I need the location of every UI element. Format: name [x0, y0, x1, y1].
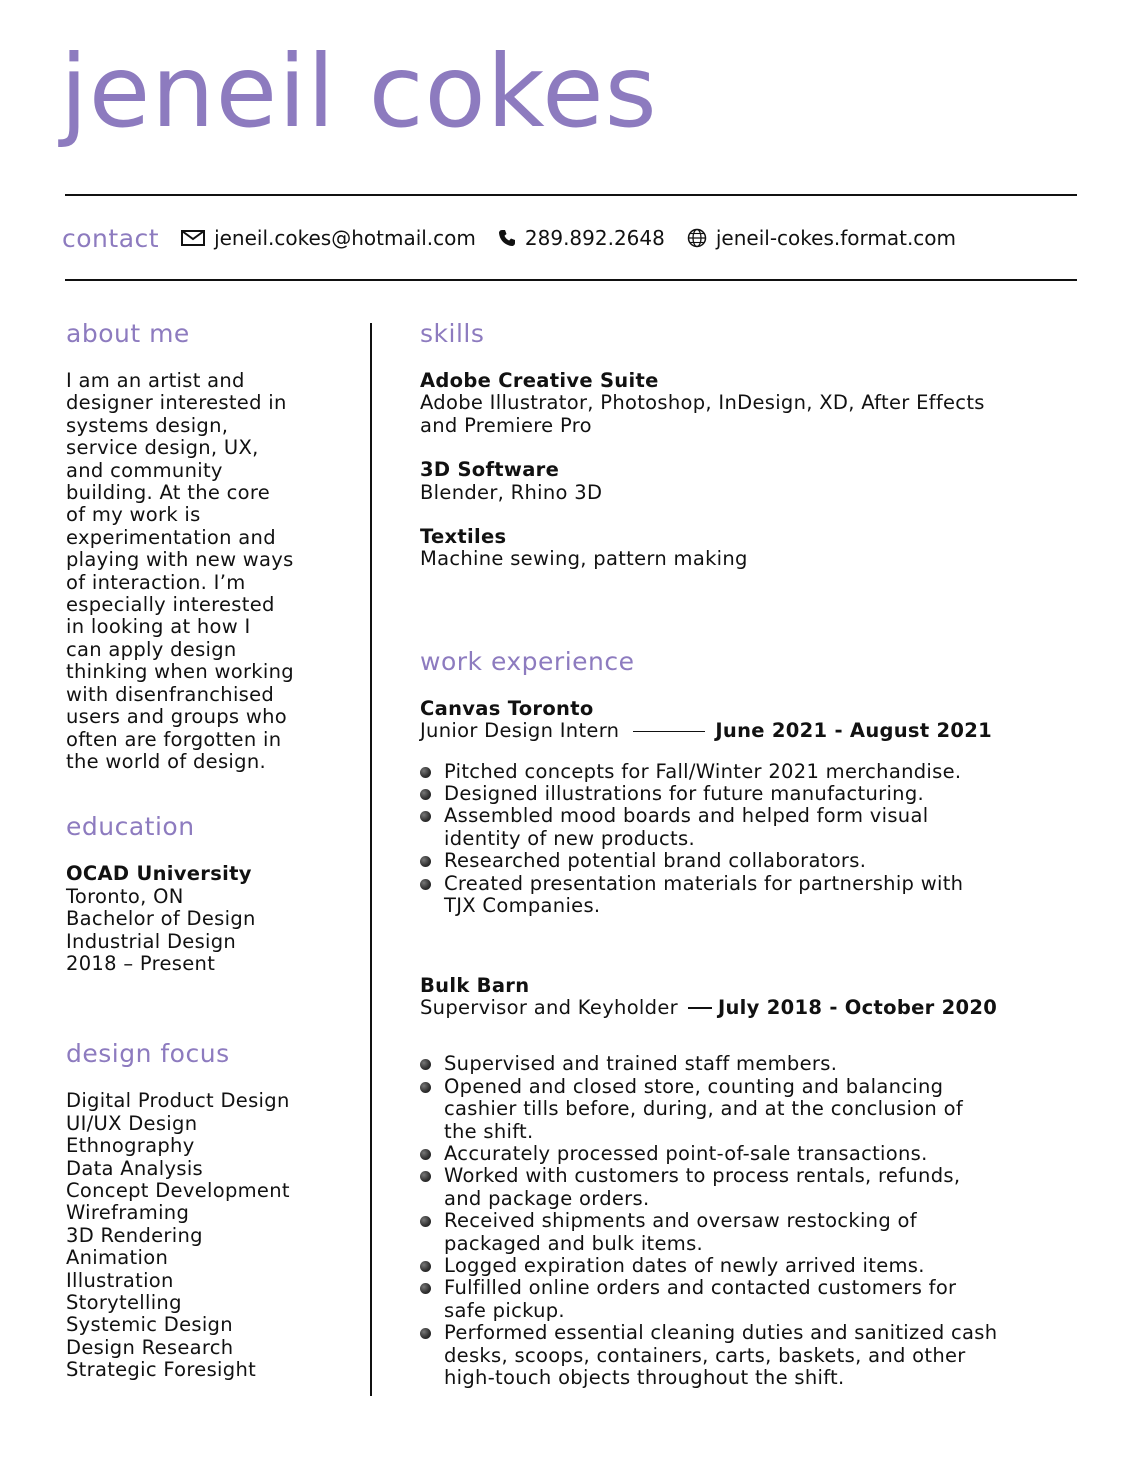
job-bullets	[420, 1053, 1085, 1389]
job-role-line	[420, 997, 1085, 1019]
focus-item: Data Analysis	[66, 1156, 204, 1180]
job-bullet	[420, 1210, 1085, 1255]
bullet-dot	[420, 1261, 431, 1272]
focus-item: Design Research	[66, 1335, 234, 1359]
education-years: 2018 – Present	[66, 951, 216, 975]
phone-text: 289.892.2648	[524, 226, 665, 250]
job-dates: July 2018 - October 2020	[717, 995, 998, 1019]
job-bullet	[420, 850, 1085, 872]
bullet-line: Created presentation materials for partnership with	[444, 871, 964, 895]
contact-email[interactable]	[181, 226, 476, 250]
about-line: service design, UX,	[66, 436, 259, 460]
website-text: jeneil-cokes.format.com	[715, 226, 957, 250]
bullet-dot	[420, 1082, 431, 1093]
job-dates: June 2021 - August 2021	[715, 719, 993, 743]
job-company: Bulk Barn	[420, 973, 530, 997]
work-heading: work experience	[420, 646, 635, 676]
job-bullet	[420, 805, 1085, 850]
bullet-dot	[420, 856, 431, 867]
focus-item: Illustration	[66, 1268, 174, 1292]
about-line: especially interested	[66, 593, 275, 617]
job-role-line	[420, 720, 1085, 742]
bullet-dot	[420, 767, 431, 778]
job-bullet	[420, 1053, 1085, 1075]
skill-group-title: 3D Software	[420, 458, 560, 482]
job-entry	[420, 698, 1085, 918]
degree: Bachelor of Design	[66, 907, 256, 931]
bullet-line: Opened and closed store, counting and balancing	[444, 1074, 944, 1098]
about-section	[66, 318, 356, 773]
focus-item: Storytelling	[66, 1291, 182, 1314]
about-line: often are forgotten in	[66, 727, 282, 751]
design-focus-list	[66, 1090, 356, 1381]
bullet-line: high-touch objects throughout the shift.	[444, 1366, 845, 1389]
education-details	[66, 863, 356, 975]
about-heading: about me	[66, 319, 190, 348]
focus-item: 3D Rendering	[66, 1223, 203, 1247]
header-divider-top	[65, 194, 1077, 196]
bullet-dot	[420, 811, 431, 822]
bullet-line: and package orders.	[444, 1186, 650, 1210]
about-line: playing with new ways	[66, 548, 294, 572]
contact-phone[interactable]	[498, 226, 665, 250]
bullet-line: desks, scoops, containers, carts, baskets, and other	[444, 1343, 966, 1367]
bullet-line: Logged expiration dates of newly arrived items.	[444, 1253, 925, 1277]
bullet-line: TJX Companies.	[444, 894, 601, 918]
job-company: Canvas Toronto	[420, 696, 594, 720]
job-bullet	[420, 761, 1085, 783]
about-line: and community	[66, 458, 223, 482]
bullet-dot	[420, 789, 431, 800]
job-bullet	[420, 1143, 1085, 1165]
skill-group-line: Adobe Illustrator, Photoshop, InDesign, XD, After Effects	[420, 391, 985, 415]
job-bullet	[420, 1322, 1085, 1389]
about-line: the world of design.	[66, 749, 266, 773]
skill-group-title: Adobe Creative Suite	[420, 369, 659, 392]
focus-item: Concept Development	[66, 1178, 290, 1202]
design-focus-heading: design focus	[66, 1039, 230, 1069]
school-name: OCAD University	[66, 862, 252, 886]
bullet-dot	[420, 1059, 431, 1070]
focus-item: Ethnography	[66, 1134, 195, 1158]
bullet-line: Performed essential cleaning duties and sanitized cash	[444, 1321, 998, 1345]
about-line: with disenfranchised	[66, 682, 275, 706]
bullet-line: Worked with customers to process rentals, refunds,	[444, 1164, 961, 1188]
bullet-dot	[420, 1149, 431, 1160]
skill-group-line: and Premiere Pro	[420, 413, 592, 437]
skill-group	[420, 459, 1085, 504]
focus-item: Systemic Design	[66, 1313, 233, 1337]
about-text	[66, 370, 341, 773]
phone-icon	[498, 229, 516, 247]
about-line: can apply design	[66, 637, 237, 661]
about-line: of my work is	[66, 503, 201, 527]
bullet-line: Received shipments and oversaw restocking of	[444, 1209, 917, 1233]
bullet-line: packaged and bulk items.	[444, 1231, 704, 1255]
skill-group-line: Machine sewing, pattern making	[420, 547, 748, 571]
about-line: thinking when working	[66, 660, 294, 684]
job-role: Supervisor and Keyholder	[420, 995, 678, 1019]
skill-group-title: Textiles	[420, 525, 507, 549]
job-bullet	[420, 1277, 1085, 1322]
bullet-line: Supervised and trained staff members.	[444, 1052, 838, 1076]
envelope-icon	[181, 230, 205, 246]
bullet-dot	[420, 1171, 431, 1182]
education-section	[66, 811, 356, 975]
about-line: I am an artist and	[66, 369, 245, 392]
skills-heading: skills	[420, 319, 485, 348]
design-focus-section	[66, 1038, 356, 1381]
focus-item: Digital Product Design	[66, 1089, 290, 1113]
skills-section	[420, 318, 1085, 571]
job-bullets	[420, 761, 1085, 918]
about-line: in looking at how I	[66, 615, 251, 639]
bullet-line: Accurately processed point-of-sale transactions.	[444, 1141, 928, 1165]
about-line: experimentation and	[66, 525, 276, 549]
bullet-dot	[420, 879, 431, 890]
job-bullet	[420, 1076, 1085, 1143]
focus-item: Animation	[66, 1246, 169, 1270]
header-divider-bottom	[65, 279, 1077, 281]
globe-icon	[687, 228, 707, 248]
job-role: Junior Design Intern	[420, 719, 620, 743]
about-line: systems design,	[66, 413, 229, 437]
skill-group	[420, 526, 1085, 571]
bullet-line: Assembled mood boards and helped form visual	[444, 804, 929, 828]
bullet-line: safe pickup.	[444, 1298, 565, 1322]
bullet-line: identity of new products.	[444, 826, 695, 850]
bullet-dot	[420, 1216, 431, 1227]
education-heading: education	[66, 812, 195, 842]
school-location: Toronto, ON	[66, 884, 184, 908]
about-line: users and groups who	[66, 705, 288, 729]
bullet-line: Fulfilled online orders and contacted customers for	[444, 1276, 957, 1300]
bullet-line: Designed illustrations for future manufacturing.	[444, 782, 924, 806]
job-bullet	[420, 1165, 1085, 1210]
right-column	[420, 318, 1085, 1389]
job-entry	[420, 975, 1085, 1390]
contact-bar	[62, 222, 978, 254]
bullet-line: Researched potential brand collaborators.	[444, 849, 867, 873]
job-bullet	[420, 873, 1085, 918]
column-divider	[370, 323, 372, 1396]
focus-item: Strategic Foresight	[66, 1358, 257, 1382]
focus-item: Wireframing	[66, 1201, 190, 1225]
focus-item: UI/UX Design	[66, 1111, 198, 1135]
email-text: jeneil.cokes@hotmail.com	[214, 226, 476, 250]
about-line: designer interested in	[66, 391, 287, 415]
about-line: of interaction. I’m	[66, 570, 246, 594]
bullet-line: Pitched concepts for Fall/Winter 2021 merchandise.	[444, 759, 962, 783]
work-section	[420, 646, 1085, 1390]
bullet-line: the shift.	[444, 1119, 534, 1143]
job-bullet	[420, 783, 1085, 805]
contact-label: contact	[62, 223, 160, 253]
job-dash	[688, 1007, 712, 1009]
bullet-dot	[420, 1283, 431, 1294]
contact-website[interactable]	[687, 226, 956, 250]
program: Industrial Design	[66, 929, 237, 953]
job-dash	[633, 731, 705, 733]
skill-group	[420, 370, 1085, 437]
skill-group-line: Blender, Rhino 3D	[420, 480, 603, 504]
job-bullet	[420, 1255, 1085, 1277]
bullet-dot	[420, 1328, 431, 1339]
about-line: building. At the core	[66, 481, 271, 505]
resume-name: jeneil cokes	[60, 33, 658, 150]
bullet-line: cashier tills before, during, and at the conclusion of	[444, 1097, 963, 1121]
left-column	[66, 318, 356, 1382]
